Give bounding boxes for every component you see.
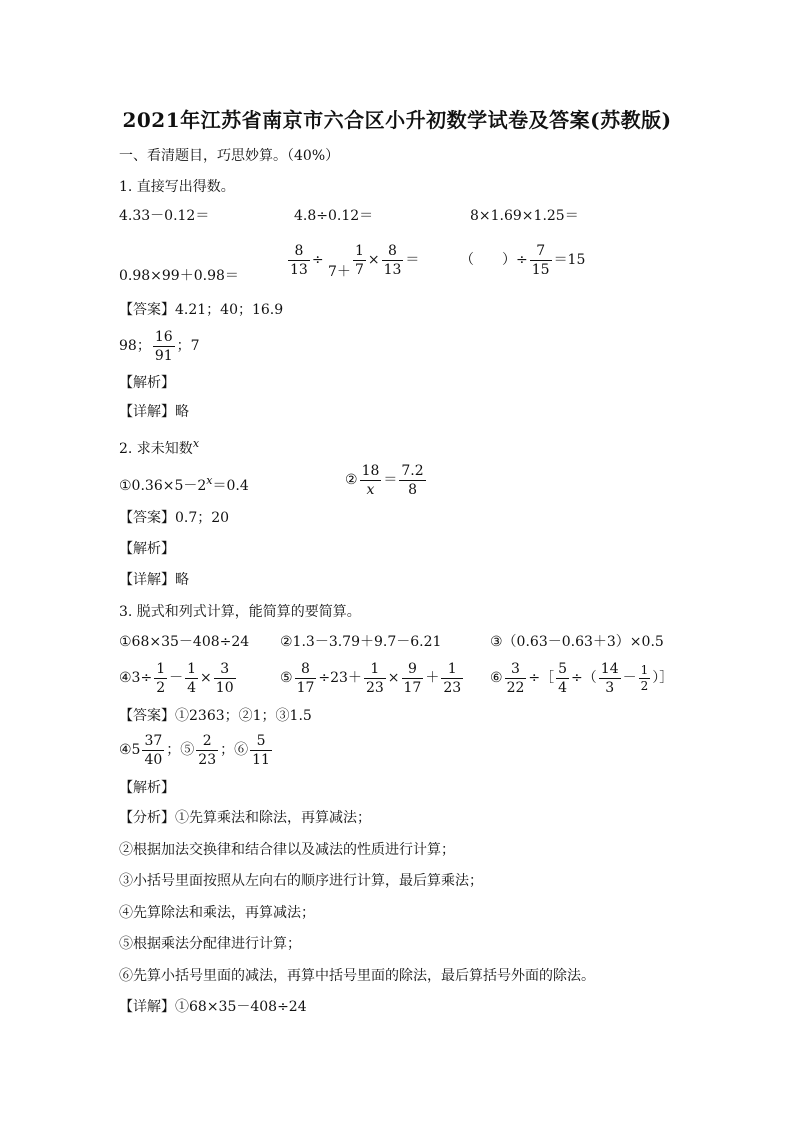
q3-detail: 【详解】①68×35－408÷24 bbox=[119, 999, 307, 1015]
fraction-numerator: 8 bbox=[382, 242, 404, 261]
fraction-denominator: 40 bbox=[144, 751, 163, 768]
analysis-line: ③小括号里面按照从左向右的顺序进行计算，最后算乘法； bbox=[119, 873, 483, 889]
q1-problem-c: 8×1.69×1.25＝ bbox=[470, 208, 579, 224]
fraction-numerator: 8 bbox=[288, 242, 310, 261]
fraction-denominator: x bbox=[366, 481, 375, 498]
equation-text: ⑤ bbox=[280, 670, 293, 686]
fraction-denominator: 17 bbox=[296, 679, 315, 696]
fraction-numerator: 16 bbox=[154, 328, 173, 345]
fraction-numerator: 1 bbox=[364, 660, 386, 679]
fraction-denominator: 11 bbox=[252, 751, 270, 768]
analysis-line: 【分析】①先算乘法和除法，再算减法； bbox=[119, 810, 371, 826]
q1-answer bbox=[119, 300, 283, 320]
fraction-denominator: 15 bbox=[531, 261, 550, 278]
q3-answer-continued bbox=[119, 730, 274, 770]
fraction-numerator: 1 bbox=[354, 242, 364, 259]
operator: ＝ bbox=[383, 472, 398, 488]
q3-problem-3: ③（0.63－0.63＋3）×0.5 bbox=[490, 634, 664, 650]
answer-text: 98； bbox=[119, 338, 151, 354]
section-heading: 一、看清题目，巧思妙算。（40%） bbox=[119, 148, 340, 164]
fraction-numerator: 8 bbox=[295, 660, 317, 679]
q3-problem-1: ①68×35－408÷24 bbox=[119, 634, 250, 650]
fraction-numerator: 2 bbox=[196, 732, 218, 751]
fraction-denominator: 23 bbox=[365, 679, 384, 696]
operand: 7＋ bbox=[328, 264, 351, 280]
equation-text: ÷（ bbox=[571, 670, 597, 686]
question-2-heading bbox=[119, 434, 199, 459]
fraction-numerator: 7.2 bbox=[401, 462, 424, 479]
question-1-heading: 1. 直接写出得数。 bbox=[119, 179, 235, 195]
equation-text: ①0.36×5－2 bbox=[119, 478, 207, 494]
analysis-line: ⑥先算小括号里面的减法，再算中括号里面的除法，最后算括号外面的除法。 bbox=[119, 968, 595, 984]
equation-text: ② bbox=[345, 472, 358, 488]
fraction-numerator: 3 bbox=[214, 660, 236, 679]
analysis-line: ②根据加法交换律和结合律以及减法的性质进行计算； bbox=[119, 842, 455, 858]
operator: ＝ bbox=[405, 252, 420, 268]
blank: （ ）÷ bbox=[460, 252, 528, 268]
equation-text: ＝0.4 bbox=[212, 478, 249, 494]
fraction-numerator: 3 bbox=[505, 660, 527, 679]
analysis-line: ④先算除法和乘法，再算减法； bbox=[119, 905, 315, 921]
variable: x bbox=[206, 474, 213, 487]
operator: － bbox=[622, 670, 637, 686]
fraction-denominator: 2 bbox=[156, 679, 166, 696]
document-title: 2021年江苏省南京市六合区小升初数学试卷及答案(苏教版) bbox=[122, 108, 672, 132]
q1-problem-e bbox=[286, 240, 419, 292]
fraction-numerator: 1 bbox=[441, 660, 463, 679]
fraction-numerator: 9 bbox=[402, 660, 424, 679]
fraction-numerator: 37 bbox=[144, 732, 163, 749]
fraction-numerator: 1 bbox=[640, 662, 649, 677]
operator: ÷ bbox=[311, 252, 324, 268]
equation-text: ÷23＋ bbox=[318, 670, 362, 686]
fraction-denominator: 10 bbox=[215, 679, 234, 696]
variable: x bbox=[192, 437, 200, 450]
fraction-denominator: 4 bbox=[187, 679, 197, 696]
q2-detail: 【详解】略 bbox=[119, 572, 189, 588]
q1-detail: 【详解】略 bbox=[119, 404, 189, 420]
fraction-numerator: 1 bbox=[156, 660, 166, 677]
fraction-denominator: 7 bbox=[354, 261, 364, 278]
q1-analysis-label: 【解析】 bbox=[119, 375, 175, 391]
operator: × bbox=[387, 670, 400, 686]
fraction-numerator: 18 bbox=[361, 462, 380, 479]
q1-problem-f bbox=[460, 240, 585, 280]
q1-answer-continued bbox=[119, 326, 200, 366]
fraction-denominator: 22 bbox=[506, 679, 525, 696]
q1-problem-a: 4.33－0.12＝ bbox=[119, 208, 210, 224]
fraction-numerator: 1 bbox=[187, 660, 197, 677]
fraction-denominator: 23 bbox=[198, 751, 217, 768]
fraction-denominator: 13 bbox=[290, 261, 308, 278]
operator: × bbox=[367, 252, 380, 268]
q3-problem-2: ②1.3－3.79＋9.7－6.21 bbox=[280, 634, 442, 650]
q2-analysis-label: 【解析】 bbox=[119, 541, 175, 557]
fraction-denominator: 17 bbox=[403, 679, 422, 696]
answer-text: ；7 bbox=[176, 338, 200, 354]
operator: × bbox=[200, 670, 212, 686]
q3-problem-6 bbox=[490, 658, 673, 698]
operator: － bbox=[169, 670, 184, 686]
q3-analysis-label: 【解析】 bbox=[119, 780, 175, 796]
fraction-numerator: 5 bbox=[250, 732, 272, 751]
fraction-denominator: 4 bbox=[558, 679, 568, 696]
fraction-denominator: 8 bbox=[408, 481, 417, 498]
analysis-line: ⑤根据乘法分配律进行计算； bbox=[119, 936, 301, 952]
q2-equation-1 bbox=[119, 471, 249, 496]
fraction-numerator: 7 bbox=[530, 242, 552, 261]
equation-text: ⑥ bbox=[490, 670, 503, 686]
q1-problem-d: 0.98×99＋0.98＝ bbox=[119, 268, 239, 284]
q3-answer: 【答案】①2363；②1；③1.5 bbox=[119, 708, 312, 724]
operator: ＋ bbox=[425, 670, 440, 686]
equation-text: ）］ bbox=[652, 670, 674, 686]
fraction-denominator: 13 bbox=[383, 261, 402, 278]
fraction-denominator: 3 bbox=[605, 679, 615, 696]
equation-text: ④3÷ bbox=[119, 670, 153, 686]
equation-text: ÷［ bbox=[528, 670, 555, 686]
heading-text: 2. 求未知数 bbox=[119, 441, 193, 457]
answer-label: 【答案】 bbox=[119, 302, 175, 318]
question-3-heading: 3. 脱式和列式计算，能简算的要简算。 bbox=[119, 604, 361, 620]
fraction-denominator: 2 bbox=[640, 678, 649, 693]
fraction-denominator: 23 bbox=[443, 679, 462, 696]
q2-answer: 【答案】0.7；20 bbox=[119, 510, 230, 526]
q1-problem-b: 4.8÷0.12＝ bbox=[294, 208, 374, 224]
answer-text: 4.21；40；16.9 bbox=[175, 302, 284, 318]
fraction-numerator: 14 bbox=[600, 660, 619, 677]
q3-problem-5 bbox=[280, 658, 465, 698]
answer-text: ④5 bbox=[119, 742, 141, 758]
answer-text: ；⑤ bbox=[166, 742, 195, 758]
q3-problem-4 bbox=[119, 658, 238, 698]
q2-equation-2 bbox=[345, 460, 428, 500]
fraction-numerator: 5 bbox=[558, 660, 568, 677]
fraction-denominator: 91 bbox=[154, 347, 173, 364]
operator: ＝15 bbox=[553, 252, 586, 268]
answer-text: ；⑥ bbox=[220, 742, 249, 758]
